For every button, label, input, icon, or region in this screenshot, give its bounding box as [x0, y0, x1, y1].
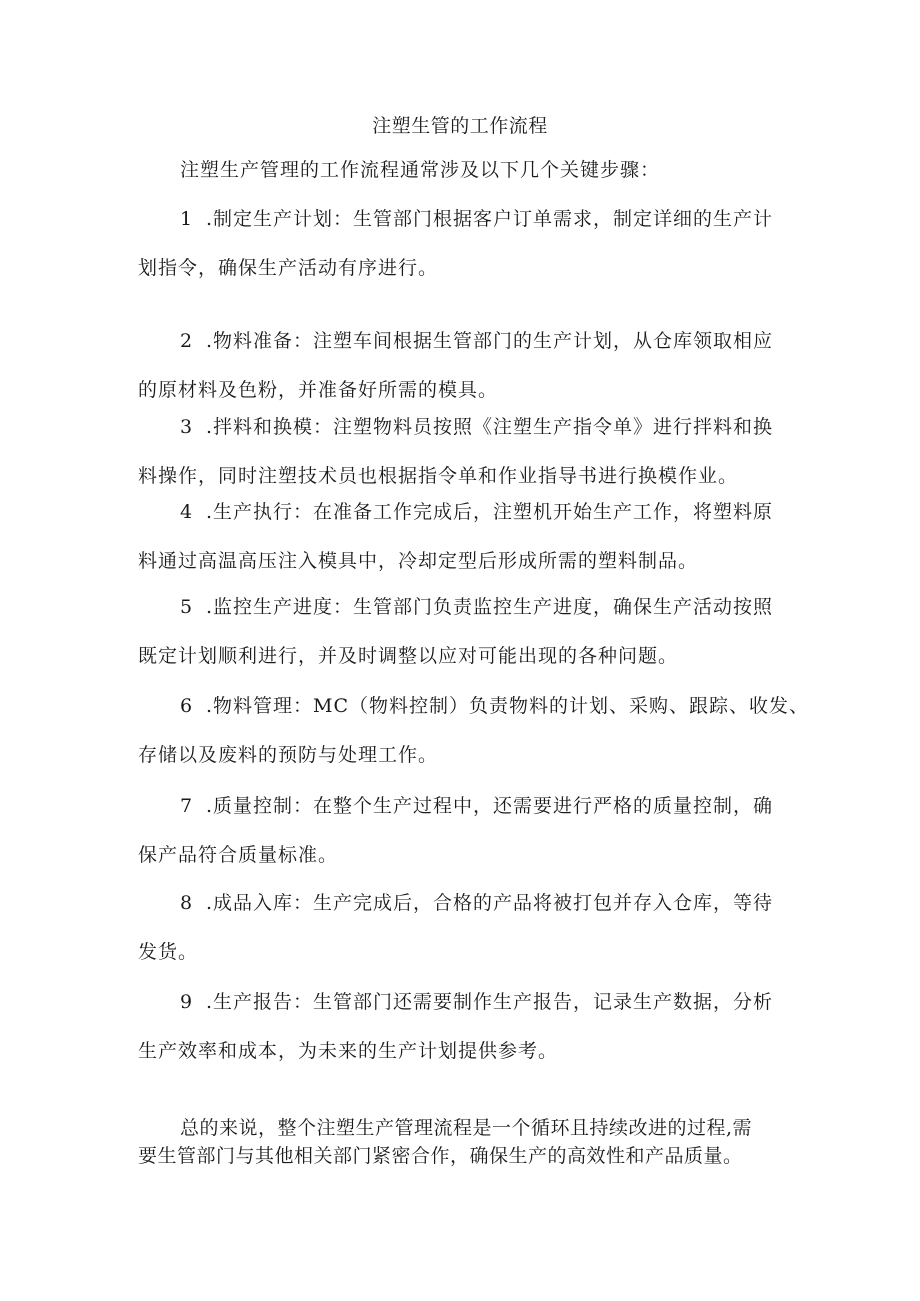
step-text: .生产报告：生管部门还需要制作生产报告，记录生产数据，分析: [206, 991, 774, 1013]
step-continuation: 的原材料及色粉，并准备好所需的模具。: [138, 379, 499, 401]
step-continuation: 发货。: [138, 941, 199, 963]
step-item-5: [138, 595, 788, 668]
step-number: 3: [180, 416, 194, 438]
step-line-1: [138, 990, 788, 1014]
summary-line-1: 总的来说，整个注塑生产管理流程是一个循环且持续改进的过程,需: [180, 1117, 753, 1139]
step-item-9: [138, 990, 788, 1063]
step-text: .拌料和换模：注塑物料员按照《注塑生产指令单》进行拌料和换: [206, 416, 774, 438]
step-text: .制定生产计划：生管部门根据客户订单需求，制定详细的生产计: [206, 208, 774, 230]
step-line-1: [138, 207, 788, 231]
step-number: 4: [180, 501, 194, 523]
step-item-2: [138, 329, 788, 402]
step-continuation: 料通过高温高压注入模具中，冷却定型后形成所需的塑料制品。: [138, 550, 699, 572]
step-text: .物料准备：注塑车间根据生管部门的生产计划，从仓库领取相应: [206, 330, 774, 352]
step-line-1: [138, 329, 788, 353]
summary-line-2: 要生管部门与其他相关部门紧密合作，确保生产的高效性和产品质量。: [138, 1145, 743, 1167]
step-continuation: 保产品符合质量标准。: [138, 844, 339, 866]
step-line-1: [138, 794, 788, 818]
step-number: 1: [180, 208, 194, 230]
step-item-4: [138, 500, 788, 573]
step-line-1: [138, 415, 788, 439]
summary-paragraph: [138, 1116, 788, 1168]
step-continuation: 划指令，确保生产活动有序进行。: [138, 257, 439, 279]
step-continuation: 料操作，同时注塑技术员也根据指令单和作业指导书进行换模作业。: [138, 465, 739, 487]
step-text: .质量控制：在整个生产过程中，还需要进行严格的质量控制，确: [206, 795, 774, 817]
step-item-1: [138, 207, 788, 280]
step-item-3: [138, 415, 788, 488]
step-number: 5: [180, 596, 194, 618]
step-item-7: [138, 794, 788, 867]
step-line-1: [138, 891, 788, 915]
step-item-8: [138, 891, 788, 964]
intro-paragraph: 注塑生产管理的工作流程通常涉及以下几个关键步骤：: [180, 159, 661, 181]
step-number: 9: [180, 991, 194, 1013]
step-number: 8: [180, 892, 194, 914]
step-line-1: [138, 694, 810, 718]
step-line-1: [138, 500, 788, 524]
document-title: 注塑生管的工作流程: [372, 115, 548, 137]
step-text: .成品入库：生产完成后，合格的产品将被打包并存入仓库，等待: [206, 892, 774, 914]
step-number: 2: [180, 330, 194, 352]
step-continuation: 既定计划顺利进行，并及时调整以应对可能出现的各种问题。: [138, 645, 679, 667]
step-text: .生产执行：在准备工作完成后，注塑机开始生产工作，将塑料原: [206, 501, 774, 523]
step-number: 6: [180, 695, 194, 717]
step-text: .物料管理：MC（物料控制）负责物料的计划、采购、跟踪、收发、: [206, 695, 810, 717]
step-item-6: [138, 694, 810, 767]
step-continuation: 存储以及废料的预防与处理工作。: [138, 744, 439, 766]
step-line-1: [138, 595, 788, 619]
step-number: 7: [180, 795, 194, 817]
step-continuation: 生产效率和成本，为未来的生产计划提供参考。: [138, 1040, 559, 1062]
step-text: .监控生产进度：生管部门负责监控生产进度，确保生产活动按照: [206, 596, 774, 618]
